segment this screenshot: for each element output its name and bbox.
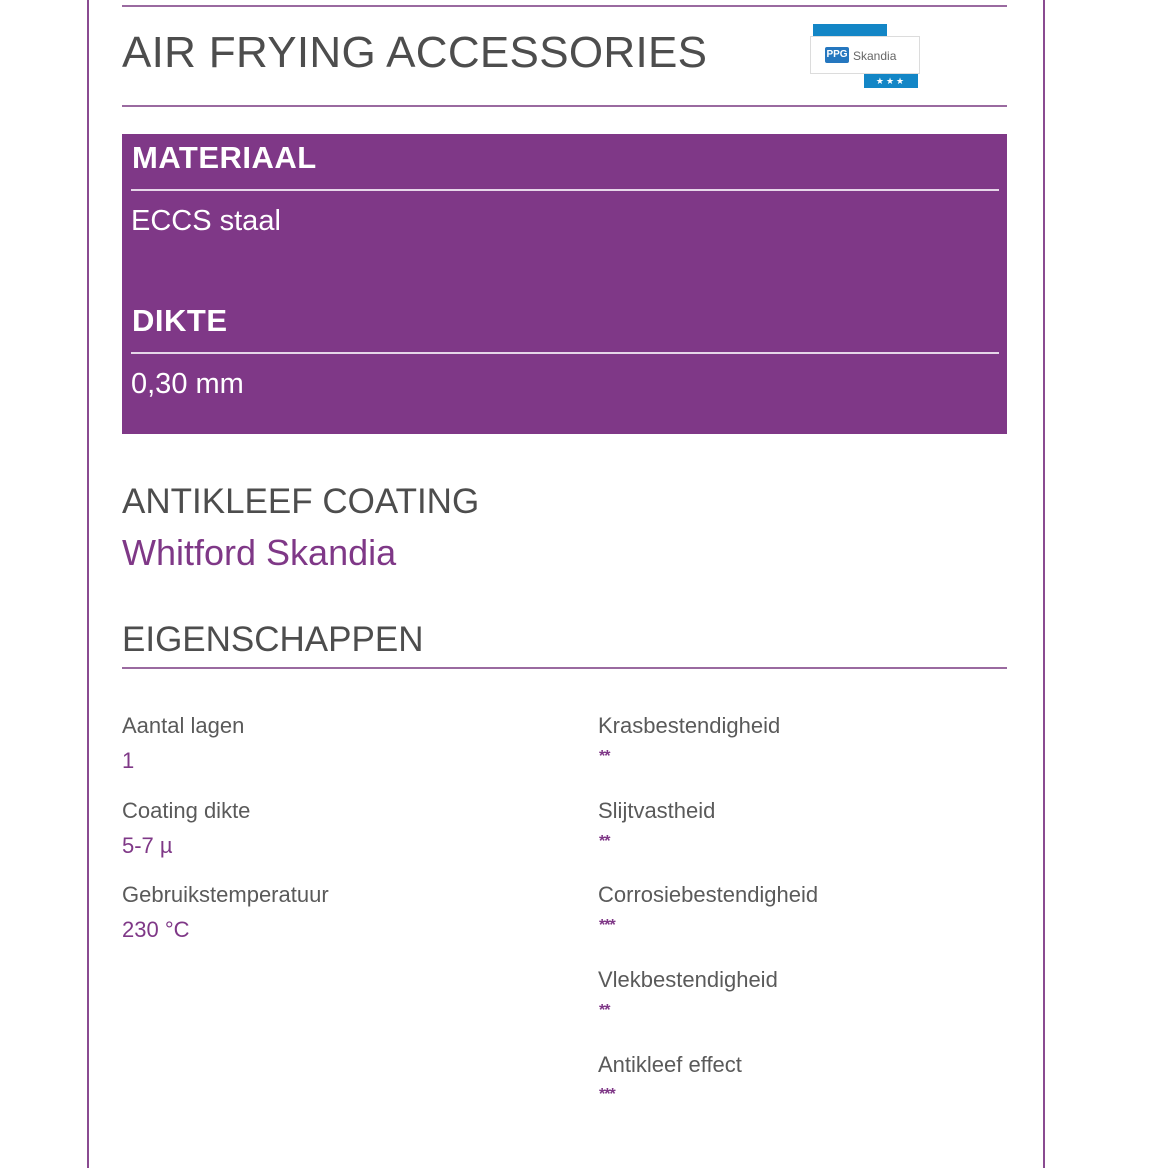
thickness-label: DIKTE: [132, 303, 228, 338]
coating-name: Whitford Skandia: [122, 532, 397, 573]
thickness-value: 0,30 mm: [131, 368, 244, 400]
rating-stars: **: [599, 1002, 610, 1019]
rating-stars: ***: [599, 917, 615, 934]
property-label: Coating dikte: [122, 798, 251, 823]
property-label: Aantal lagen: [122, 713, 245, 738]
logo-banner: [813, 24, 887, 36]
rating-stars: **: [599, 833, 610, 850]
property-label: Slijtvastheid: [598, 798, 716, 823]
property-label: Corrosiebestendigheid: [598, 882, 819, 907]
product-title: AIR FRYING ACCESSORIES: [122, 28, 708, 77]
rating-stars: **: [599, 748, 610, 765]
material-label: MATERIAAL: [132, 140, 317, 175]
logo-box: [810, 36, 920, 74]
rating-stars: ***: [599, 1086, 615, 1103]
spec-panel: [122, 134, 1007, 434]
properties-heading: EIGENSCHAPPEN: [122, 620, 424, 659]
ppg-logo-mark: PPG: [825, 47, 849, 63]
property-value: 5-7 µ: [122, 833, 173, 858]
property-label: Vlekbestendigheid: [598, 967, 778, 992]
properties-divider: [122, 667, 1007, 669]
logo-skandia-text: Skandia: [853, 49, 897, 63]
property-label: Antikleef effect: [598, 1052, 742, 1077]
property-value: 230 °C: [122, 917, 190, 942]
skandia-logo: [810, 22, 920, 90]
thickness-divider: [131, 352, 999, 354]
property-value: 1: [122, 748, 135, 773]
material-value: ECCS staal: [131, 205, 281, 237]
top-divider: [122, 5, 1007, 7]
property-label: Krasbestendigheid: [598, 713, 781, 738]
material-divider: [131, 189, 999, 191]
logo-rating-stars: ★★★: [864, 74, 918, 88]
title-divider: [122, 105, 1007, 107]
coating-heading: ANTIKLEEF COATING: [122, 482, 480, 521]
property-label: Gebruikstemperatuur: [122, 882, 329, 907]
